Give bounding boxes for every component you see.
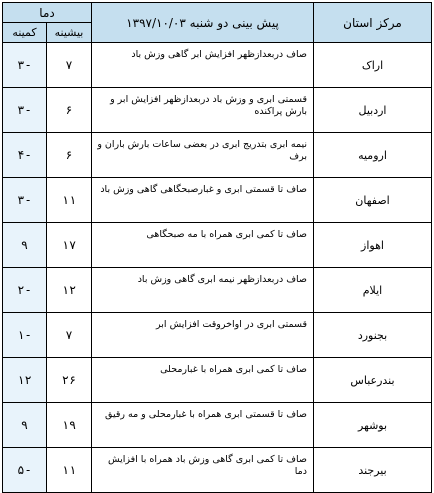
- min-temp: -۳: [3, 178, 47, 223]
- table-row: [3, 178, 432, 223]
- max-temp: ۲۶: [47, 358, 92, 403]
- city-name: بجنورد: [314, 313, 432, 358]
- forecast-description: قسمتی ابری و وزش باد دربعدازظهر افزایش ابر و بارش پراکنده: [92, 88, 314, 133]
- min-header: کمینه: [3, 23, 47, 43]
- table-row: [3, 448, 432, 493]
- table-row: [3, 358, 432, 403]
- forecast-description: قسمتی ابری در اواخروقت افزایش ابر: [92, 313, 314, 358]
- table-row: [3, 403, 432, 448]
- city-name: بندرعباس: [314, 358, 432, 403]
- forecast-table: [2, 2, 432, 493]
- city-name: بیرجند: [314, 448, 432, 493]
- city-name: بوشهر: [314, 403, 432, 448]
- forecast-body: [3, 43, 432, 493]
- forecast-description: صاف دربعدازظهر افزایش ابر گاهی وزش باد: [92, 43, 314, 88]
- min-temp: -۵: [3, 448, 47, 493]
- min-temp: ۱۲: [3, 358, 47, 403]
- min-temp: -۳: [3, 43, 47, 88]
- max-temp: ۶: [47, 133, 92, 178]
- forecast-title: پیش بینی دو شنبه ۱۳۹۷/۱۰/۰۳: [92, 3, 314, 43]
- city-name: ایلام: [314, 268, 432, 313]
- table-row: [3, 43, 432, 88]
- city-name: اراک: [314, 43, 432, 88]
- table-row: [3, 88, 432, 133]
- forecast-description: صاف تا کمی ابری گاهی وزش باد همراه با افزایش دما: [92, 448, 314, 493]
- max-temp: ۱۲: [47, 268, 92, 313]
- forecast-description: صاف تا قسمتی ابری و غبارصبحگاهی گاهی وزش باد: [92, 178, 314, 223]
- forecast-description: صاف دربعدازظهر نیمه ابری گاهی وزش باد: [92, 268, 314, 313]
- table-row: [3, 223, 432, 268]
- table-row: [3, 268, 432, 313]
- max-temp: ۱۱: [47, 448, 92, 493]
- min-temp: -۱: [3, 313, 47, 358]
- min-temp: -۲: [3, 268, 47, 313]
- forecast-description: نیمه ابری بتدریج ابری در بعضی ساعات بارش باران و برف: [92, 133, 314, 178]
- table-row: [3, 133, 432, 178]
- max-temp: ۱۷: [47, 223, 92, 268]
- max-temp: ۷: [47, 313, 92, 358]
- max-header: بیشینه: [47, 23, 92, 43]
- min-temp: ۹: [3, 223, 47, 268]
- min-temp: -۳: [3, 88, 47, 133]
- city-name: ارومیه: [314, 133, 432, 178]
- city-name: اصفهان: [314, 178, 432, 223]
- max-temp: ۱۱: [47, 178, 92, 223]
- city-name: اهواز: [314, 223, 432, 268]
- forecast-description: صاف تا کمی ابری همراه با غبارمحلی: [92, 358, 314, 403]
- min-temp: -۴: [3, 133, 47, 178]
- temperature-header: دما: [3, 3, 92, 23]
- forecast-description: صاف تا کمی ابری همراه با مه صبحگاهی: [92, 223, 314, 268]
- min-temp: ۹: [3, 403, 47, 448]
- max-temp: ۶: [47, 88, 92, 133]
- province-center-header: مرکز استان: [314, 3, 432, 43]
- max-temp: ۱۹: [47, 403, 92, 448]
- max-temp: ۷: [47, 43, 92, 88]
- forecast-description: صاف تا قسمتی ابری همراه با غبارمحلی و مه رقیق: [92, 403, 314, 448]
- table-row: [3, 313, 432, 358]
- city-name: اردبیل: [314, 88, 432, 133]
